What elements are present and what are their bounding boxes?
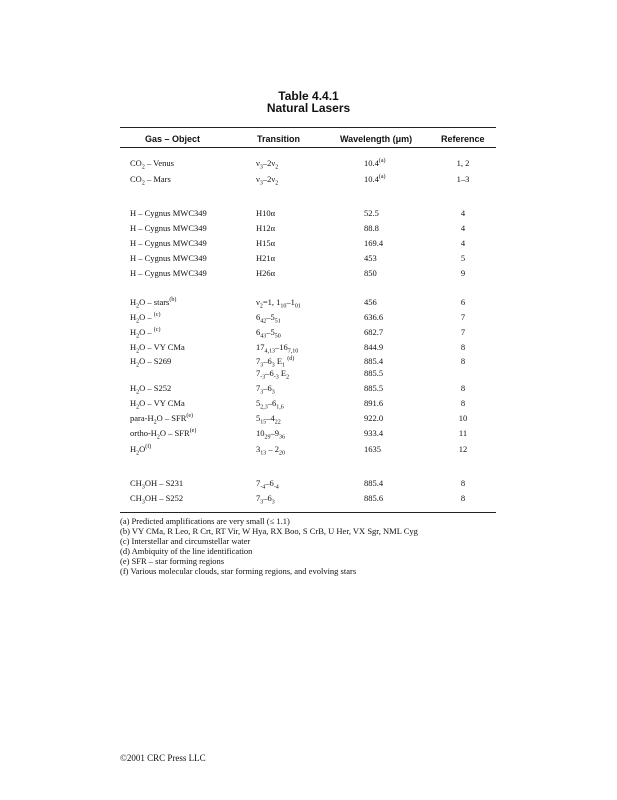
table-row — [0, 412, 617, 424]
cell-wavelength: 636.6 — [364, 312, 384, 322]
cell-wavelength: 933.4 — [364, 428, 384, 438]
table-row — [0, 355, 617, 367]
cell-gas-object: $H_2O$ – VY CMa — [130, 398, 185, 411]
cell-transition: $\nu_2=1$, $1_{10}-1_{01}$ — [256, 297, 301, 310]
cell-reference: 5 — [460, 253, 466, 263]
footnote: (d) Ambiquity of the line identification — [120, 546, 253, 556]
cell-wavelength: 885.5 — [364, 383, 384, 393]
cell-transition: $\nu_3-2\nu_2$ — [256, 174, 279, 187]
cell-gas-object: H – Cygnus MWC349 — [130, 268, 207, 278]
cell-wavelength: 1635 — [364, 444, 381, 454]
cell-transition: $6_{42}-5_{51}$ — [256, 312, 281, 325]
table-row — [0, 492, 617, 504]
header-transition: Transition — [257, 134, 301, 144]
cell-reference: 6 — [460, 297, 466, 307]
header-wavelength: Wavelength (μm) — [340, 134, 413, 144]
cell-transition: $\nu_3-2\nu_2$ — [256, 158, 279, 171]
cell-transition: $7_3-6_3$ $E_1$ $^{(d)}$ — [256, 356, 295, 369]
cell-wavelength: 10.4$^{(a)}$ — [364, 174, 386, 184]
cell-gas-object: $CH_3OH - S231$ — [130, 478, 184, 491]
cell-wavelength: 850 — [364, 268, 377, 278]
table-row — [0, 207, 617, 219]
footnotes — [120, 516, 418, 576]
table-row — [0, 341, 617, 353]
cell-gas-object: H – Cygnus MWC349 — [130, 238, 207, 248]
cell-reference: 10 — [458, 413, 468, 423]
cell-reference: 8 — [460, 493, 466, 503]
cell-transition: $3_{13} - 2_{20}$ — [256, 444, 285, 457]
cell-reference: 8 — [460, 356, 466, 366]
cell-transition: H21α — [256, 253, 276, 263]
cell-transition: $10_{29}-9_{36}$ — [256, 428, 285, 441]
cell-transition: $7_3-6_3$ — [256, 383, 275, 396]
cell-gas-object: H – Cygnus MWC349 — [130, 253, 207, 263]
cell-gas-object: $CO_2$ – Venus — [130, 158, 174, 171]
table-row — [0, 311, 617, 323]
footnote: (b) VY CMa, R Leo, R Crt, RT Vir, W Hya, RX Boo, S CrB, U Her, VX Sgr, NML Cyg — [120, 526, 418, 536]
cell-transition: H12α — [256, 223, 276, 233]
table-row — [0, 267, 617, 279]
cell-wavelength: 885.6 — [364, 493, 384, 503]
footnote: (f) Various molecular clouds, star forming regions, and evolving stars — [120, 566, 357, 576]
cell-gas-object: para-$H_2O - SFR^{(e)}$ — [130, 413, 194, 426]
table-row — [0, 326, 617, 338]
cell-reference: 8 — [460, 398, 466, 408]
cell-wavelength: 891.6 — [364, 398, 384, 408]
cell-wavelength: 456 — [364, 297, 377, 307]
cell-wavelength: 844.9 — [364, 342, 384, 352]
cell-transition: $17_{4,13}-16_{7,10}$ — [256, 342, 299, 355]
cell-gas-object: $H_2O$ – stars$^{(b)}$ — [130, 297, 177, 310]
cell-reference: 1, 2 — [456, 158, 470, 168]
cell-wavelength: 885.4 — [364, 356, 384, 366]
cell-reference: 1–3 — [456, 174, 470, 184]
table-row — [0, 296, 617, 308]
table-row — [0, 477, 617, 489]
header-reference: Reference — [441, 134, 485, 144]
header-gas-object: Gas – Object — [145, 134, 201, 144]
cell-transition: H10α — [256, 208, 276, 218]
cell-reference: 8 — [460, 478, 466, 488]
cell-wavelength: 453 — [364, 253, 377, 263]
table-row — [0, 397, 617, 409]
cell-transition: $7_{-3}-6_{-3}$ $E_2$ — [256, 368, 290, 381]
cell-transition: $7_3-6_3$ — [256, 493, 275, 506]
cell-wavelength: 885.4 — [364, 478, 384, 488]
cell-reference: 4 — [460, 208, 466, 218]
footnote: (e) SFR – star forming regions — [120, 556, 225, 566]
cell-reference: 4 — [460, 238, 466, 248]
bottom-rule — [120, 512, 496, 513]
table-row — [0, 443, 617, 455]
cell-reference: 8 — [460, 383, 466, 393]
cell-gas-object: $H_2O - ^{(c)}$ — [130, 312, 161, 325]
footnote: (c) Interstellar and circumstellar water — [120, 536, 251, 546]
cell-transition: $6_{43}-5_{50}$ — [256, 327, 281, 340]
cell-gas-object: $H_2O - S252$ — [130, 383, 172, 396]
cell-gas-object: H – Cygnus MWC349 — [130, 208, 207, 218]
cell-reference: 8 — [460, 342, 466, 352]
table-subtitle: Natural Lasers — [266, 101, 351, 115]
cell-reference: 9 — [460, 268, 466, 278]
copyright-footer: ©2001 CRC Press LLC — [120, 753, 206, 763]
table-row — [0, 252, 617, 264]
cell-transition: $7_{-4}-6_{-4}$ — [256, 478, 279, 491]
header-rule — [120, 147, 496, 148]
cell-wavelength: 10.4$^{(a)}$ — [364, 158, 386, 168]
table-row — [0, 173, 617, 185]
cell-reference: 7 — [460, 327, 466, 337]
cell-reference: 4 — [460, 223, 466, 233]
cell-transition: $5_{15}-4_{22}$ — [256, 413, 281, 426]
cell-wavelength: 922.0 — [364, 413, 384, 423]
cell-reference: 12 — [458, 444, 468, 454]
cell-wavelength: 885.5 — [364, 368, 384, 378]
table-title: Table 4.4.1 — [278, 89, 339, 103]
cell-gas-object: $H_2O - ^{(c)}$ — [130, 327, 161, 340]
cell-gas-object: $CH_3OH - S252$ — [130, 493, 184, 506]
cell-gas-object: $H_2O$ – VY CMa — [130, 342, 185, 355]
table-row — [0, 157, 617, 169]
table-row — [0, 222, 617, 234]
cell-reference: 11 — [458, 428, 468, 438]
footnote: (a) Predicted amplifications are very small (≤ 1.1) — [120, 516, 290, 526]
cell-gas-object: $H_2O - S269$ — [130, 356, 172, 369]
top-rule — [120, 127, 496, 128]
cell-reference: 7 — [460, 312, 466, 322]
table-row — [0, 367, 617, 379]
table-row — [0, 427, 617, 439]
cell-transition: $5_{2,3}-6_{1,6}$ — [256, 398, 284, 411]
cell-wavelength: 682.7 — [364, 327, 384, 337]
cell-gas-object: H – Cygnus MWC349 — [130, 223, 207, 233]
cell-gas-object: $H_2O^{(f)}$ — [130, 444, 152, 457]
cell-wavelength: 169.4 — [364, 238, 384, 248]
table-row — [0, 237, 617, 249]
cell-wavelength: 52.5 — [364, 208, 379, 218]
table-row — [0, 382, 617, 394]
cell-wavelength: 88.8 — [364, 223, 379, 233]
cell-transition: H26α — [256, 268, 276, 278]
cell-gas-object: ortho-$H_2O - SFR^{(e)}$ — [130, 428, 197, 441]
cell-gas-object: $CO_2$ – Mars — [130, 174, 171, 187]
cell-transition: H15α — [256, 238, 276, 248]
